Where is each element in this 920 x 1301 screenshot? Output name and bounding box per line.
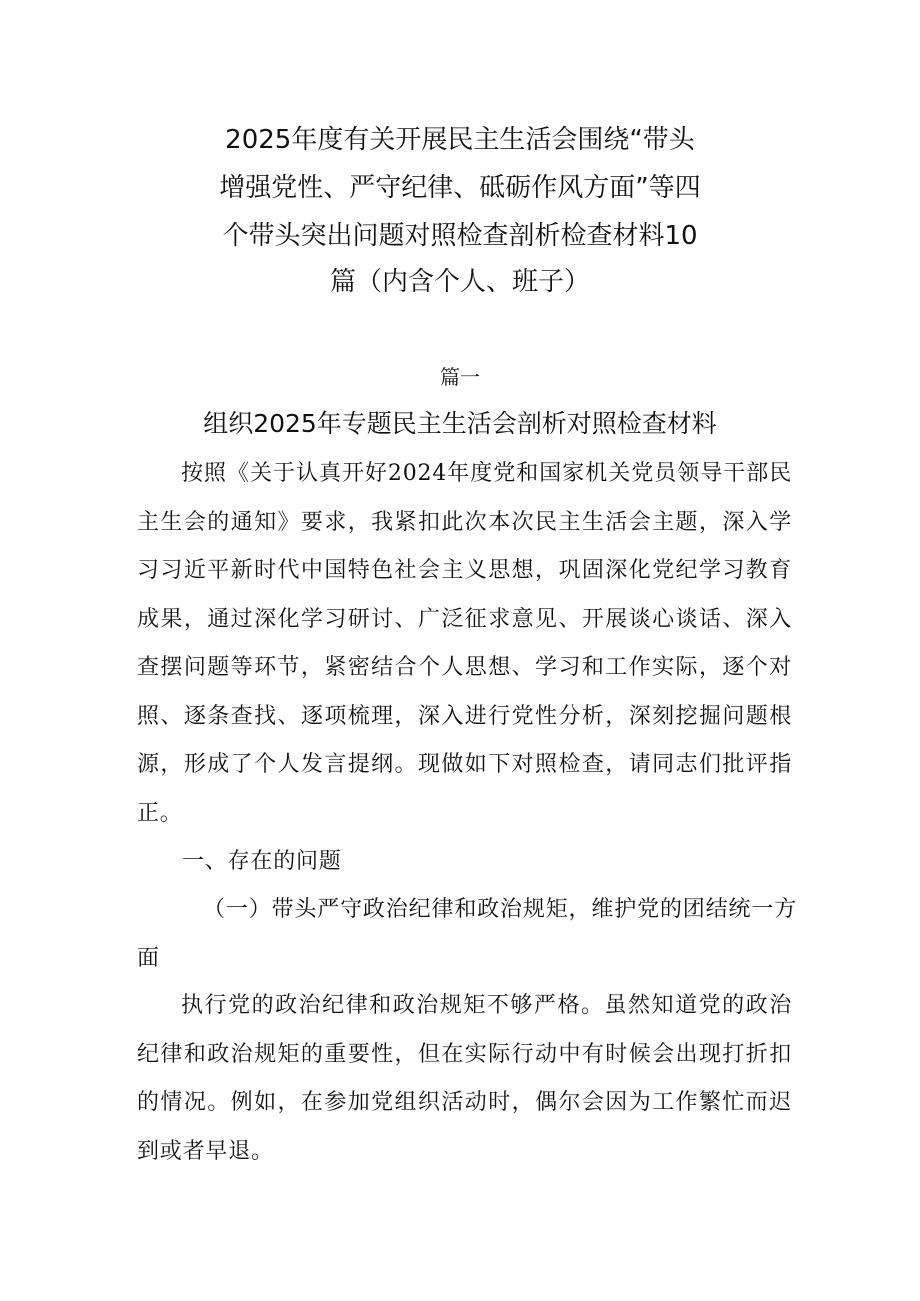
heading-level-1: 一、存在的问题 [182,849,342,874]
intro-paragraph: 按照《关于认真开好2024年度党和国家机关党员领导干部民主生会的通知》要求，我紧扣此次本次民主生活会主题，深入学习习近平新时代中国特色社会主义思想，巩固深化党纪学习教育成果，通过深化学习研讨、广泛征求意见、开展谈心谈话、深入查摆问题等环节，紧密结合个人思想、学习和工作实际，逐个对照、逐条查找、逐项梳理，深入进行党性分析，深刻挖掘问题根源，形成了个人发言提纲。现做如下对照检查，请同志们批评指正。 [137,461,792,826]
document-title-line-4: 篇（内含个人、班子） [329,267,590,297]
section-label: 篇一 [440,365,480,389]
document-title-line-3: 个带头突出问题对照检查剖析检查材料10 [222,221,698,251]
body-paragraph: 执行党的政治纪律和政治规矩不够严格。虽然知道党的政治纪律和政治规矩的重要性，但在实际行动中有时候会出现打折扣的情况。例如，在参加党组织活动时，偶尔会因为工作繁忙而迟到或者早退。 [137,993,792,1164]
document-title-line-2: 增强党性、严守纪律、砥砺作风方面”等四 [219,173,701,203]
document-title-line-1: 2025年度有关开展民主生活会围绕“带头 [225,125,695,155]
section-subtitle: 组织2025年专题民主生活会剖析对照检查材料 [203,409,717,438]
heading-level-2: （一）带头严守政治纪律和政治规矩，维护党的团结统一方面 [137,897,797,971]
